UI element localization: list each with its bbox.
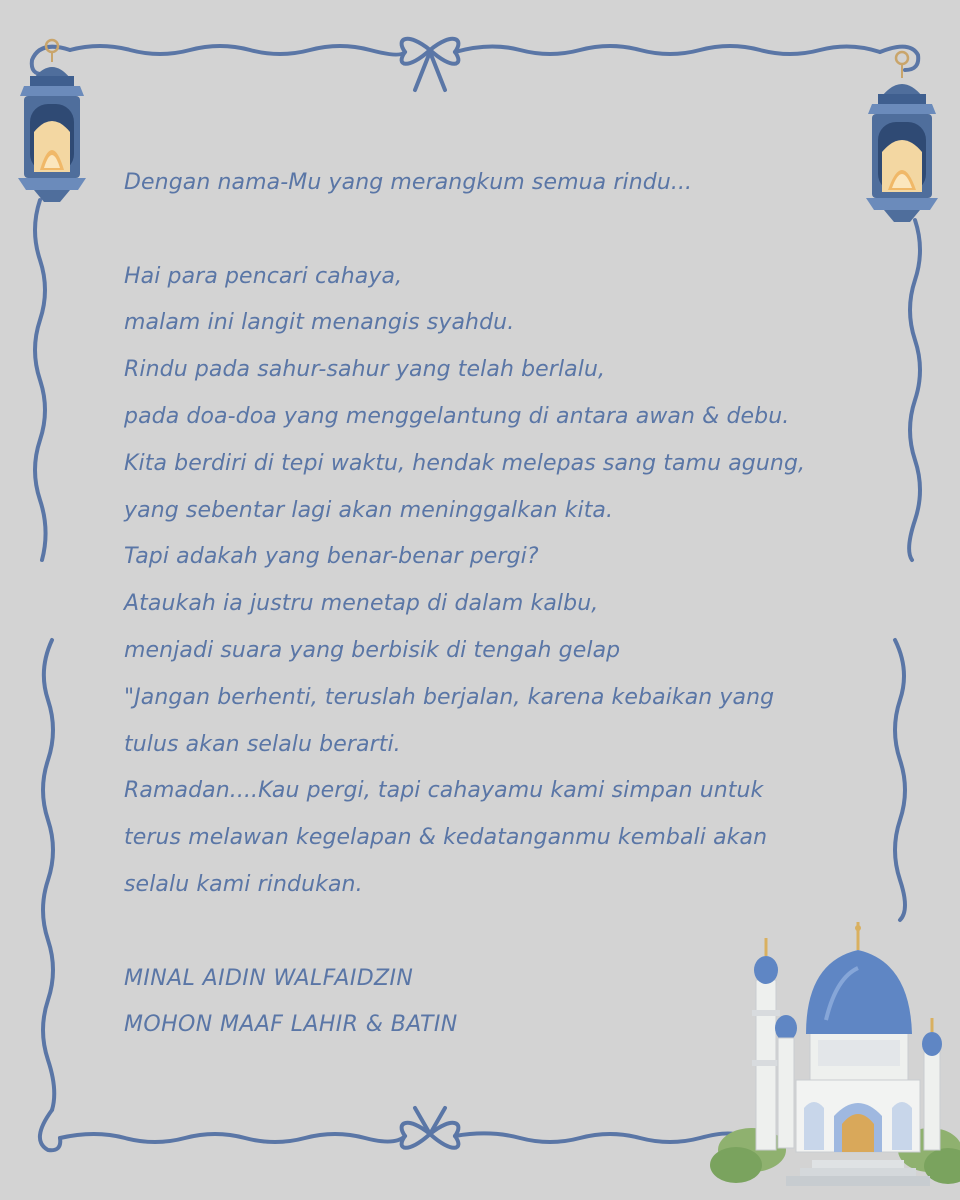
- top-ribbon-bow-icon: [402, 39, 459, 90]
- poem-line: malam ini langit menangis syahdu.: [124, 310, 515, 336]
- poem-line: tulus akan selalu berarti.: [124, 731, 401, 757]
- poem-line: Rindu pada sahur-sahur yang telah berlalu,: [124, 357, 606, 383]
- poem-line: [124, 909, 884, 956]
- poem-line: yang sebentar lagi akan meninggalkan kita.: [124, 497, 614, 523]
- poem-line: "Jangan berhenti, teruslah berjalan, karena kebaikan yang: [124, 684, 775, 710]
- poem-line: selalu kami rindukan.: [124, 871, 363, 897]
- greeting-line: MINAL AIDIN WALFAIDZIN: [124, 965, 414, 991]
- bottom-ribbon-bow-icon: [402, 1108, 459, 1148]
- poem-line: menjadi suara yang berbisik di tengah gelap: [124, 637, 621, 663]
- poem-line: Hai para pencari cahaya,: [124, 263, 403, 289]
- poem-line: Ramadan....Kau pergi, tapi cahayamu kami simpan untuk: [124, 778, 764, 804]
- poem-line: Ataukah ia justru menetap di dalam kalbu,: [124, 591, 599, 617]
- poem-text: [124, 160, 884, 1049]
- poem-line: [124, 207, 884, 254]
- poem-line: Tapi adakah yang benar-benar pergi?: [124, 544, 539, 570]
- greeting-line: MOHON MAAF LAHIR & BATIN: [124, 1012, 458, 1038]
- poem-line: Dengan nama-Mu yang merangkum semua rindu...: [124, 170, 693, 195]
- poem-line: terus melawan kegelapan & kedatanganmu kembali akan: [124, 825, 768, 851]
- poem-line: Kita berdiri di tepi waktu, hendak melepas sang tamu agung,: [124, 450, 806, 476]
- poem-line: pada doa-doa yang menggelantung di antara awan & debu.: [124, 403, 790, 429]
- left-hanging-lantern-icon: [18, 40, 86, 202]
